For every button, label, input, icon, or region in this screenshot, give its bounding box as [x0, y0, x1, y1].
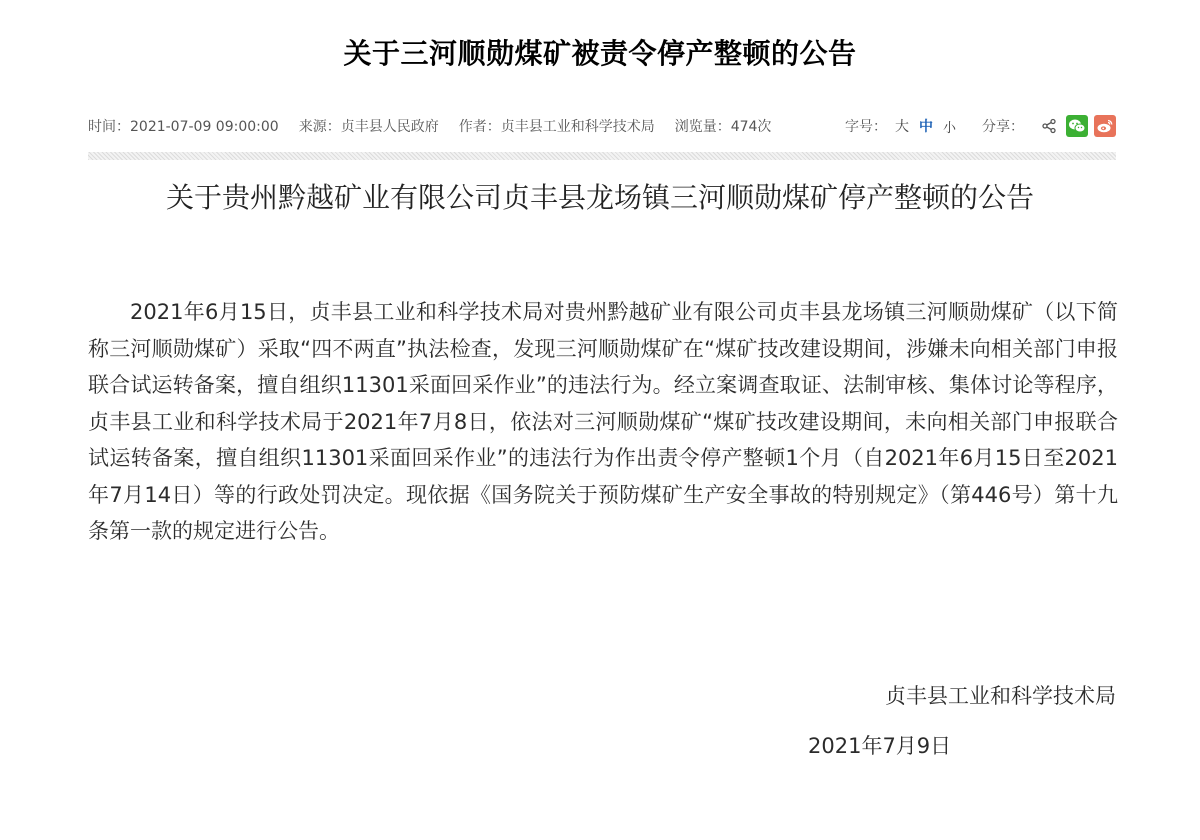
meta-info: [88, 116, 791, 136]
font-size-large-button[interactable]: 大: [894, 119, 909, 135]
meta-bar: [88, 112, 1116, 140]
font-size-medium-button[interactable]: 中: [918, 119, 933, 135]
signature-org: 贞丰县工业和科学技术局: [885, 684, 1116, 708]
share-icon[interactable]: [1038, 115, 1060, 137]
meta-author: 作者：贞丰县工业和科学技术局: [458, 119, 655, 135]
share-label: 分享：: [982, 119, 1024, 135]
meta-time: 时间：2021-07-09 09:00:00: [88, 119, 279, 135]
weibo-icon[interactable]: [1094, 115, 1116, 137]
signature-date: 2021年7月9日: [808, 734, 952, 758]
wechat-icon[interactable]: [1066, 115, 1088, 137]
meta-source: 来源：贞丰县人民政府: [298, 119, 439, 135]
meta-views: 浏览量：474次: [674, 119, 772, 135]
font-size-label: 字号：: [844, 119, 887, 135]
title-divider: [88, 152, 1116, 160]
font-size-small-button[interactable]: 小: [942, 120, 956, 136]
meta-tools: [845, 115, 1116, 137]
article-body: 2021年6月15日，贞丰县工业和科学技术局对贵州黔越矿业有限公司贞丰县龙场镇三河顺勋煤矿（以下简称三河顺勋煤矿）采取“四不两直”执法检查，发现三河顺勋煤矿在“煤矿技改建设期间，涉嫌未向相关部门申报联合试运转备案，擅自组织11301采面回采作业”的违法行为。经立案调查取证、法制审核、集体讨论等程序，贞丰县工业和科学技术局于2021年7月8日，依法对三河顺勋煤矿“煤矿技改建设期间，未向相关部门申报联合试运转备案，擅自组织11301采面回采作业”的违法行为作出责令停产整顿1个月（自2021年6月15日至2021年7月14日）等的行政处罚决定。现依据《国务院关于预防煤矿生产安全事故的特别规定》（第446号）第十九条第一款的规定进行公告。: [88, 300, 1118, 543]
page-title: 关于三河顺勋煤矿被责令停产整顿的公告: [343, 37, 857, 70]
article-title: 关于贵州黔越矿业有限公司贞丰县龙场镇三河顺勋煤矿停产整顿的公告: [165, 181, 1034, 214]
